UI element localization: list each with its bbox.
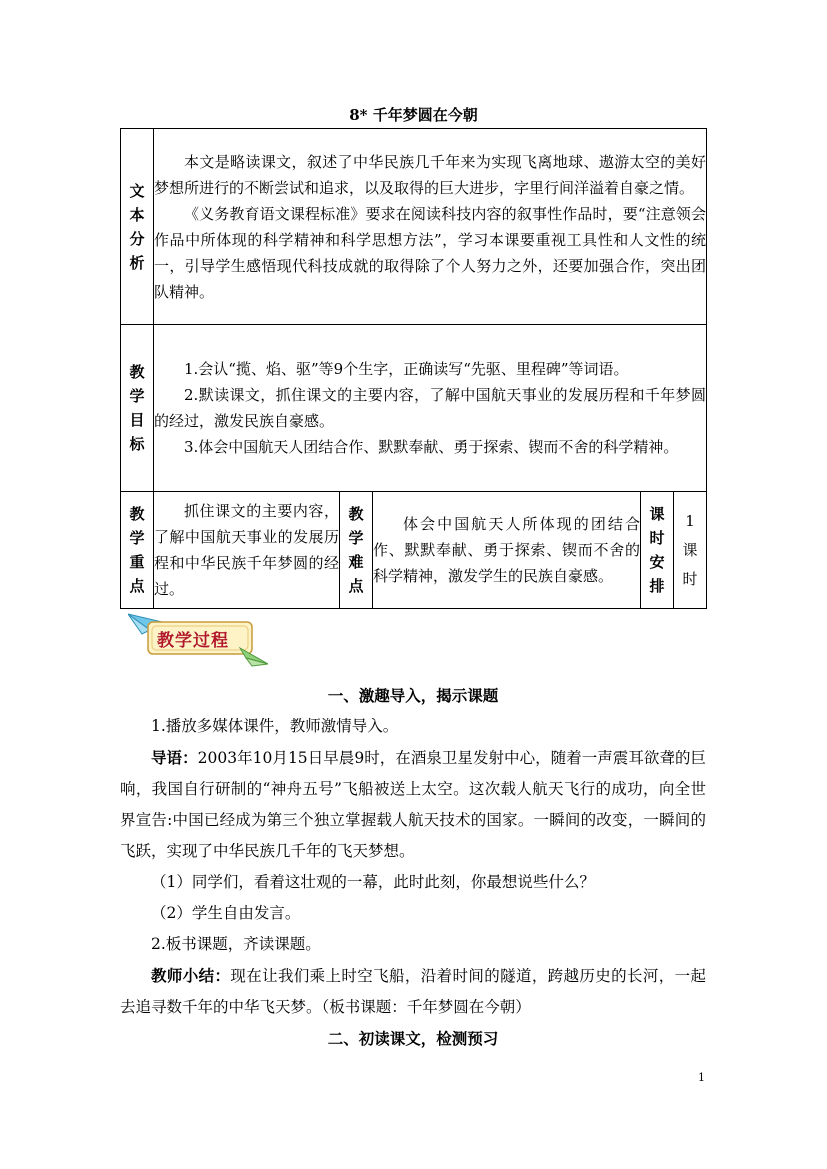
- paragraph: （1）同学们，看着这壮观的一幕，此时此刻，你最想说些什么？: [151, 873, 595, 891]
- goals-content: [154, 325, 707, 492]
- focus-content: 抓住课文的主要内容，了解中国航天事业的发展历程和中华民族千年梦圆的经过。: [154, 492, 340, 609]
- paragraph: （2）学生自由发言。: [151, 904, 301, 922]
- difficulty-content: 体会中国航天人所体现的团结合作、默默奉献、勇于探索、锲而不舍的科学精神，激发学生的民族自豪感。: [373, 492, 641, 609]
- teaching-process-badge: 教学过程: [157, 631, 229, 651]
- schedule-label: 课 时 安 排: [641, 492, 674, 609]
- lesson-plan-table: [120, 128, 707, 609]
- goal-item: 2.默读课文，抓住课文的主要内容，了解中国航天事业的发展历程和千年梦圆的经过，激发民族自豪感。: [154, 386, 707, 430]
- goal-item: 1.会认“揽、焰、驱”等9个生字，正确读写“先驱、里程碑”等词语。: [184, 360, 629, 378]
- table-row-analysis: [121, 129, 707, 325]
- paragraph: 导语：2003年10月15日早晨9时，在酒泉卫星发射中心，随着一声震耳欲聋的巨响，我国自行研制的“神舟五号”飞船被送上太空。这次载人航天飞行的成功，向全世界宣告:中国已经成为第三个独立掌握载人航天技术的国家。一瞬间的改变，一瞬间的飞跃，实现了中华民族几千年的飞天梦想。: [120, 748, 706, 860]
- paragraph: 1.播放多媒体课件，教师激情导入。: [151, 717, 399, 735]
- page-number: 1: [698, 1071, 705, 1084]
- section-heading: 一、激趣导入，揭示课题: [327, 686, 499, 705]
- intro-label: 导语：: [151, 748, 198, 767]
- teaching-process-body: [120, 680, 706, 1054]
- paragraph: 教师小结：现在让我们乘上时空飞船，沿着时间的隧道，跨越历史的长河，一起去追寻数千年的中华飞天梦。（板书课题：千年梦圆在今朝）: [120, 966, 706, 1016]
- analysis-label: 文 本 分 析: [121, 129, 154, 325]
- goal-item: 3.体会中国航天人团结合作、默默奉献、勇于探索、锲而不舍的科学精神。: [184, 438, 679, 456]
- table-row-goals: [121, 325, 707, 492]
- analysis-paragraph: 《义务教育语文课程标准》要求在阅读科技内容的叙事性作品时，要“注意领会作品中所体现的科学精神和科学思想方法”，学习本课要重视工具性和人文性的统一，引导学生感悟现代科技成就的取得除了个人努力之外，还要加强合作，突出团队精神。: [154, 204, 707, 301]
- analysis-content: [154, 129, 707, 325]
- schedule-value: 1 课 时: [674, 492, 707, 609]
- summary-label: 教师小结：: [151, 966, 231, 985]
- page-title: 8* 千年梦圆在今朝: [349, 106, 478, 124]
- goals-label: 教 学 目 标: [121, 325, 154, 492]
- paragraph: 2.板书课题，齐读课题。: [151, 935, 321, 953]
- analysis-paragraph: 本文是略读课文，叙述了中华民族几千年来为实现飞离地球、遨游太空的美好梦想所进行的不断尝试和追求，以及取得的巨大进步，字里行间洋溢着自豪之情。: [154, 152, 707, 197]
- section-heading: 二、初读课文，检测预习: [327, 1029, 499, 1048]
- table-row-focus: [121, 492, 707, 609]
- focus-label: 教 学 重 点: [121, 492, 154, 609]
- difficulty-label: 教 学 难 点: [340, 492, 373, 609]
